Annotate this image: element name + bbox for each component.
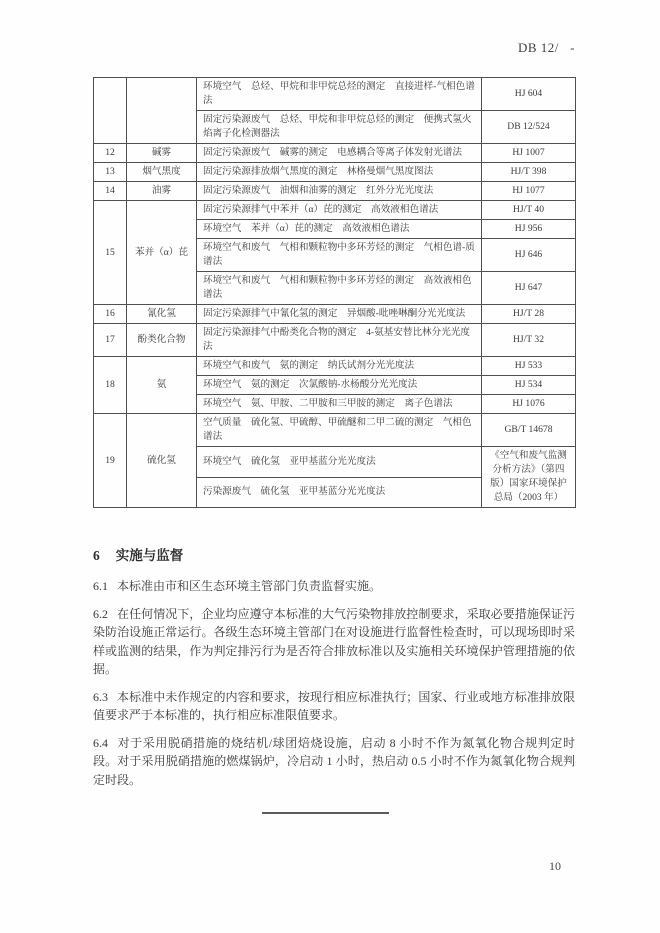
paragraph-text: 本标准由市和区生态环境主管部门负责监督实施。 (117, 579, 382, 593)
row-number-cell: 16 (94, 305, 127, 324)
row-number-cell: 18 (94, 357, 127, 414)
page-number: 10 (549, 859, 561, 873)
paragraph-6-3 (93, 688, 575, 725)
method-cell: 环境空气 氨的测定 次氯酸钠-水杨酸分光光度法 (197, 376, 482, 395)
row-number-cell: 19 (94, 414, 127, 508)
method-cell: 固定污染源排放烟气黑度的测定 林格曼烟气黑度图法 (197, 163, 482, 182)
paragraph-number: 6.2 (93, 606, 108, 621)
standard-cell: HJ 647 (482, 272, 576, 305)
methods-table-body (94, 78, 576, 508)
table-row (94, 78, 576, 111)
section-title: 实施与监督 (115, 548, 184, 563)
standard-cell: HJ 1076 (482, 395, 576, 414)
method-cell: 固定污染源排气中氰化氢的测定 异烟酸-吡唑啉酮分光光度法 (197, 305, 482, 324)
end-of-text-divider (262, 812, 389, 814)
paragraph-6-2 (93, 605, 575, 679)
row-number-cell: 14 (94, 182, 127, 201)
pollutant-name-cell: 苯并（α）芘 (127, 201, 197, 305)
table-row (94, 324, 576, 357)
row-number-cell: 15 (94, 201, 127, 305)
standard-cell: GB/T 14678 (482, 414, 576, 447)
paragraph-number: 6.4 (93, 735, 108, 750)
table-row (94, 182, 576, 201)
table-row (94, 144, 576, 163)
pollutant-name-cell: 氰化氢 (127, 305, 197, 324)
row-number-cell: 12 (94, 144, 127, 163)
method-cell: 空气质量 硫化氢、甲硫醇、甲硫醚和二甲二硫的测定 气相色谱法 (197, 414, 482, 447)
standard-cell: HJ/T 28 (482, 305, 576, 324)
doc-number: DB 12/ - (518, 40, 575, 55)
standard-cell: HJ/T 398 (482, 163, 576, 182)
standard-cell: HJ 956 (482, 220, 576, 239)
pollutant-name-cell: 碱雾 (127, 144, 197, 163)
table-row (94, 305, 576, 324)
method-cell: 固定污染源排气中酚类化合物的测定 4-氨基安替比林分光光度法 (197, 324, 482, 357)
method-cell: 环境空气和废气 氨的测定 纳氏试剂分光光度法 (197, 357, 482, 376)
standard-cell: HJ/T 40 (482, 201, 576, 220)
paragraph-number: 6.1 (93, 579, 108, 593)
standard-cell: DB 12/524 (482, 111, 576, 144)
method-cell: 固定污染源废气 油烟和油雾的测定 红外分光光度法 (197, 182, 482, 201)
method-cell: 环境空气 总烃、甲烷和非甲烷总烃的测定 直接进样-气相色谱法 (197, 78, 482, 111)
section-number: 6 (93, 548, 100, 563)
pollutant-name-cell: 烟气黑度 (127, 163, 197, 182)
pollutant-name-cell (127, 78, 197, 144)
standard-cell: HJ/T 32 (482, 324, 576, 357)
paragraph-number: 6.3 (93, 689, 108, 704)
method-cell: 环境空气 氨、甲胺、二甲胺和三甲胺的测定 离子色谱法 (197, 395, 482, 414)
method-cell: 环境空气 苯并（α）芘的测定 高效液相色谱法 (197, 220, 482, 239)
row-number-cell (94, 78, 127, 144)
method-cell: 环境空气和废气 气相和颗粒物中多环芳烃的测定 高效液相色谱法 (197, 272, 482, 305)
section-heading (93, 544, 575, 564)
paragraph-text: 对于采用脱硝措施的烧结机/球团焙烧设施，启动 8 小时不作为氮氧化物合规判定时段。对于采用脱硝措施的燃煤锅炉，冷启动 1 小时，热启动 0.5 小时不作为氮氧化物合规判定时段。 (93, 735, 575, 787)
row-number-cell: 13 (94, 163, 127, 182)
standard-cell: HJ 534 (482, 376, 576, 395)
paragraph-text: 在任何情况下，企业均应遵守本标准的大气污染物排放控制要求，采取必要措施保证污染防治设施正常运行。各级生态环境主管部门在对设施进行监督性检查时，可以现场即时采样或监测的结果，作为判定排污行为是否符合排放标准以及实施相关环境保护管理措施的依据。 (93, 606, 575, 676)
monitoring-methods-table (93, 77, 576, 508)
paragraph-6-1 (93, 577, 575, 596)
standard-cell: HJ 646 (482, 239, 576, 272)
method-cell: 环境空气 硫化氢 亚甲基蓝分光光度法 (197, 447, 482, 478)
table-row (94, 357, 576, 376)
row-number-cell: 17 (94, 324, 127, 357)
method-cell: 固定污染源废气 总烃、甲烷和非甲烷总烃的测定 便携式氢火焰离子化检测器法 (197, 111, 482, 144)
table-row (94, 163, 576, 182)
paragraph-text: 本标准中未作规定的内容和要求，按现行相应标准执行；国家、行业或地方标准排放限值要求严于本标准的，执行相应标准限值要求。 (93, 689, 575, 722)
standard-cell: 《空气和废气监测分析方法》（第四版）国家环境保护总局（2003 年） (482, 447, 576, 508)
standard-cell: HJ 533 (482, 357, 576, 376)
standard-cell: HJ 604 (482, 78, 576, 111)
pollutant-name-cell: 氨 (127, 357, 197, 414)
pollutant-name-cell: 硫化氢 (127, 414, 197, 508)
table-row (94, 201, 576, 220)
pollutant-name-cell: 油雾 (127, 182, 197, 201)
standard-cell: HJ 1007 (482, 144, 576, 163)
standard-cell: HJ 1077 (482, 182, 576, 201)
method-cell: 环境空气和废气 气相和颗粒物中多环芳烃的测定 气相色谱-质谱法 (197, 239, 482, 272)
method-cell: 污染源废气 硫化氢 亚甲基蓝分光光度法 (197, 477, 482, 508)
method-cell: 固定污染源排气中苯并（α）芘的测定 高效液相色谱法 (197, 201, 482, 220)
method-cell: 固定污染源废气 碱雾的测定 电感耦合等离子体发射光谱法 (197, 144, 482, 163)
paragraph-6-4 (93, 734, 575, 790)
section-implementation (93, 544, 575, 798)
table-row (94, 414, 576, 447)
pollutant-name-cell: 酚类化合物 (127, 324, 197, 357)
